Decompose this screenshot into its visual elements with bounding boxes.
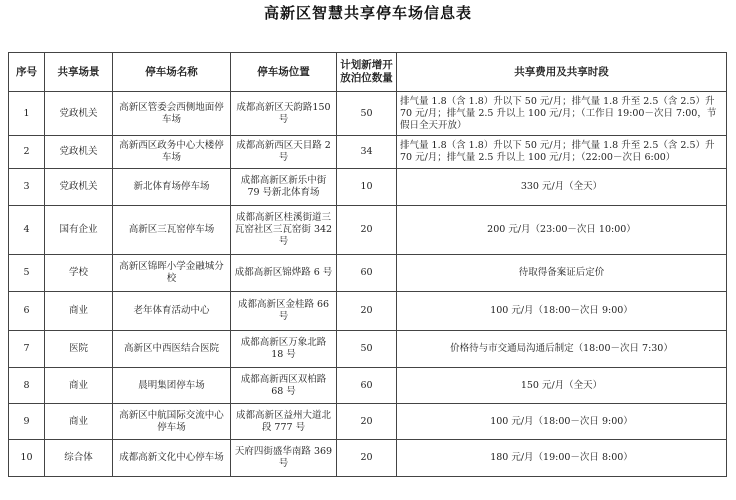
cell-scene: 党政机关 (45, 92, 113, 136)
cell-name: 晨明集团停车场 (113, 368, 231, 404)
cell-spaces: 60 (337, 368, 397, 404)
cell-scene: 综合体 (45, 440, 113, 477)
cell-no: 3 (9, 169, 45, 206)
cell-location: 成都高新区桂溪街道三瓦窑社区三瓦窑街 342 号 (231, 206, 337, 255)
cell-no: 5 (9, 255, 45, 292)
cell-scene: 商业 (45, 368, 113, 404)
cell-spaces: 10 (337, 169, 397, 206)
cell-no: 6 (9, 292, 45, 331)
cell-fee: 330 元/月（全天） (397, 169, 727, 206)
cell-location: 成都高新区金桂路 66 号 (231, 292, 337, 331)
header-fee: 共享费用及共享时段 (397, 53, 727, 92)
cell-fee: 100 元/月（18:00－次日 9:00） (397, 404, 727, 440)
cell-name: 高新区中航国际交流中心停车场 (113, 404, 231, 440)
cell-no: 10 (9, 440, 45, 477)
cell-location: 成都高新西区双柏路 68 号 (231, 368, 337, 404)
cell-location: 天府四街盛华南路 369 号 (231, 440, 337, 477)
page-title: 高新区智慧共享停车场信息表 (263, 4, 472, 22)
cell-location: 成都高新西区天目路 2 号 (231, 136, 337, 169)
cell-scene: 国有企业 (45, 206, 113, 255)
cell-name: 老年体育活动中心 (113, 292, 231, 331)
cell-spaces: 34 (337, 136, 397, 169)
cell-no: 9 (9, 404, 45, 440)
table-row (9, 92, 727, 136)
table-row (9, 404, 727, 440)
cell-name: 高新区管委会西侧地面停车场 (113, 92, 231, 136)
header-location: 停车场位置 (231, 53, 337, 92)
table-row (9, 331, 727, 368)
cell-fee: 150 元/月（全天） (397, 368, 727, 404)
table-header-row (9, 53, 727, 92)
header-name: 停车场名称 (113, 53, 231, 92)
table-row (9, 169, 727, 206)
cell-scene: 党政机关 (45, 169, 113, 206)
cell-scene: 党政机关 (45, 136, 113, 169)
cell-no: 8 (9, 368, 45, 404)
cell-no: 7 (9, 331, 45, 368)
cell-spaces: 20 (337, 206, 397, 255)
cell-spaces: 60 (337, 255, 397, 292)
cell-scene: 学校 (45, 255, 113, 292)
parking-info-table (8, 52, 727, 477)
cell-scene: 商业 (45, 292, 113, 331)
table-row (9, 136, 727, 169)
table-row (9, 292, 727, 331)
cell-name: 高新西区政务中心大楼停车场 (113, 136, 231, 169)
cell-fee: 排气量 1.8（含 1.8）升以下 50 元/月；排气量 1.8 升至 2.5（含 2.5）升 70 元/月；排气量 2.5 升以上 100 元/月；（22:00－次日 6:00） (397, 136, 727, 169)
cell-spaces: 20 (337, 292, 397, 331)
cell-fee: 待取得备案证后定价 (397, 255, 727, 292)
cell-location: 成都高新区益州大道北段 777 号 (231, 404, 337, 440)
cell-name: 成都高新文化中心停车场 (113, 440, 231, 477)
table-row (9, 368, 727, 404)
cell-fee: 价格待与市交通局沟通后制定（18:00－次日 7:30） (397, 331, 727, 368)
table-row (9, 440, 727, 477)
table-row (9, 255, 727, 292)
cell-no: 2 (9, 136, 45, 169)
cell-fee: 排气量 1.8（含 1.8）升以下 50 元/月；排气量 1.8 升至 2.5（含 2.5）升 70 元/月；排气量 2.5 升以上 100 元/月；（工作日 19:00－次日 7:00，节假日全天开放） (397, 92, 727, 136)
cell-no: 1 (9, 92, 45, 136)
cell-name: 高新区锦晖小学金融城分校 (113, 255, 231, 292)
cell-name: 高新区三瓦窑停车场 (113, 206, 231, 255)
cell-spaces: 50 (337, 92, 397, 136)
table-row (9, 206, 727, 255)
cell-fee: 180 元/月（19:00－次日 8:00） (397, 440, 727, 477)
cell-spaces: 50 (337, 331, 397, 368)
header-scene: 共享场景 (45, 53, 113, 92)
cell-no: 4 (9, 206, 45, 255)
cell-spaces: 20 (337, 404, 397, 440)
cell-spaces: 20 (337, 440, 397, 477)
cell-name: 新北体育场停车场 (113, 169, 231, 206)
cell-fee: 200 元/月（23:00－次日 10:00） (397, 206, 727, 255)
cell-scene: 商业 (45, 404, 113, 440)
cell-location: 成都高新区锦烨路 6 号 (231, 255, 337, 292)
header-no: 序号 (9, 53, 45, 92)
cell-location: 成都高新区新乐中街 79 号新北体育场 (231, 169, 337, 206)
header-spaces: 计划新增开放泊位数量 (337, 53, 397, 92)
cell-fee: 100 元/月（18:00－次日 9:00） (397, 292, 727, 331)
cell-location: 成都高新区天韵路150号 (231, 92, 337, 136)
cell-name: 高新区中西医结合医院 (113, 331, 231, 368)
cell-scene: 医院 (45, 331, 113, 368)
cell-location: 成都高新区万象北路 18 号 (231, 331, 337, 368)
